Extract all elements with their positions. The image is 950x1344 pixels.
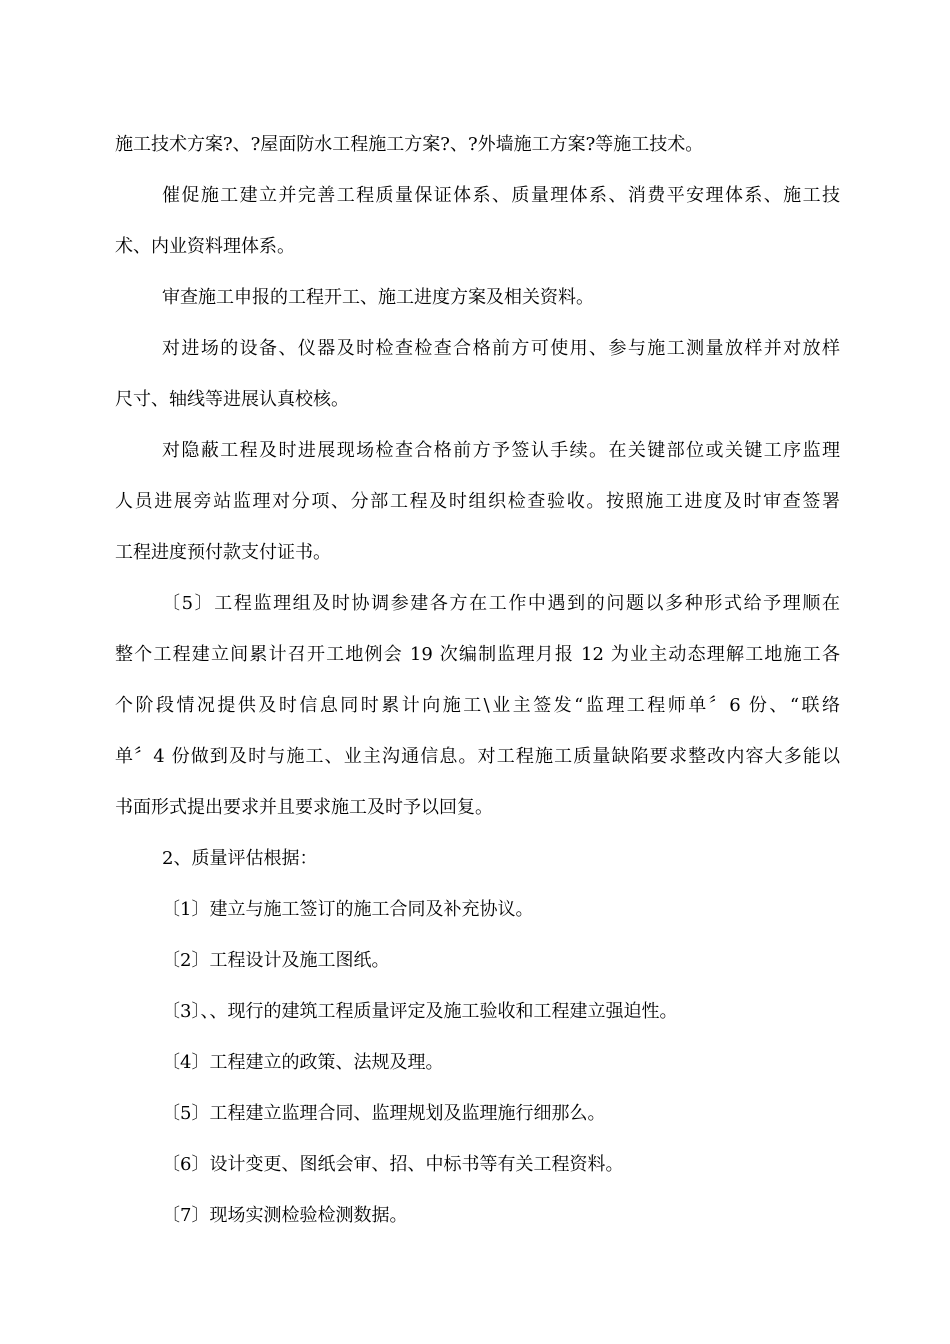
list-item: 〔7〕现场实测检验检测数据。 [162, 1205, 408, 1226]
text-line-1: 施工技术方案?、?屋面防水工程施工方案?、?外墙施工方案?等施工技术。 [115, 134, 704, 155]
list-item: 〔1〕建立与施工签订的施工合同及补充协议。 [162, 899, 534, 920]
text-line-3: 术、内业资料理体系。 [115, 236, 295, 257]
paragraph-start-line: 对进场的设备、仪器及时检查检查合格前方可使用、参与施工测量放样并对放样 [162, 338, 840, 359]
list-item: 〔6〕设计变更、图纸会审、招、中标书等有关工程资料。 [162, 1154, 624, 1175]
text-line-11: 整个工程建立间累计召开工地例会 19 次编制监理月报 12 为业主动态理解工地施工各 [115, 644, 840, 665]
paragraph-start-line: 对隐蔽工程及时进展现场检查合格前方予签认手续。在关键部位或关键工序监理 [162, 440, 840, 461]
paragraph-start-line: 审查施工申报的工程开工、施工进度方案及相关资料。 [162, 287, 594, 308]
text-line-6: 尺寸、轴线等进展认真校核。 [115, 389, 349, 410]
list-item: 〔4〕工程建立的政策、法规及理。 [162, 1052, 444, 1073]
text-line-12: 个阶段情况提供及时信息同时累计向施工\业主签发“监理工程师单〞6 份、“联络 [115, 695, 840, 716]
text-line-13: 单〞4 份做到及时与施工、业主沟通信息。对工程施工质量缺陷要求整改内容大多能以 [115, 746, 840, 767]
paragraph-start-line: 催促施工建立并完善工程质量保证体系、质量理体系、消费平安理体系、施工技 [162, 185, 840, 206]
section-heading: 2、质量评估根据： [162, 848, 318, 869]
text-line-9: 工程进度预付款支付证书。 [115, 542, 331, 563]
list-item: 〔3〕、、现行的建筑工程质量评定及施工验收和工程建立强迫性。 [162, 1001, 678, 1022]
list-item: 〔2〕工程设计及施工图纸。 [162, 950, 390, 971]
text-line-8: 人员进展旁站监理对分项、分部工程及时组织检查验收。按照施工进度及时审查签署 [115, 491, 840, 512]
paragraph-start-line: 〔5〕工程监理组及时协调参建各方在工作中遇到的问题以多种形式给予理顺在 [162, 593, 840, 614]
list-item: 〔5〕工程建立监理合同、监理规划及监理施行细那么。 [162, 1103, 606, 1124]
text-line-14: 书面形式提出要求并且要求施工及时予以回复。 [115, 797, 493, 818]
